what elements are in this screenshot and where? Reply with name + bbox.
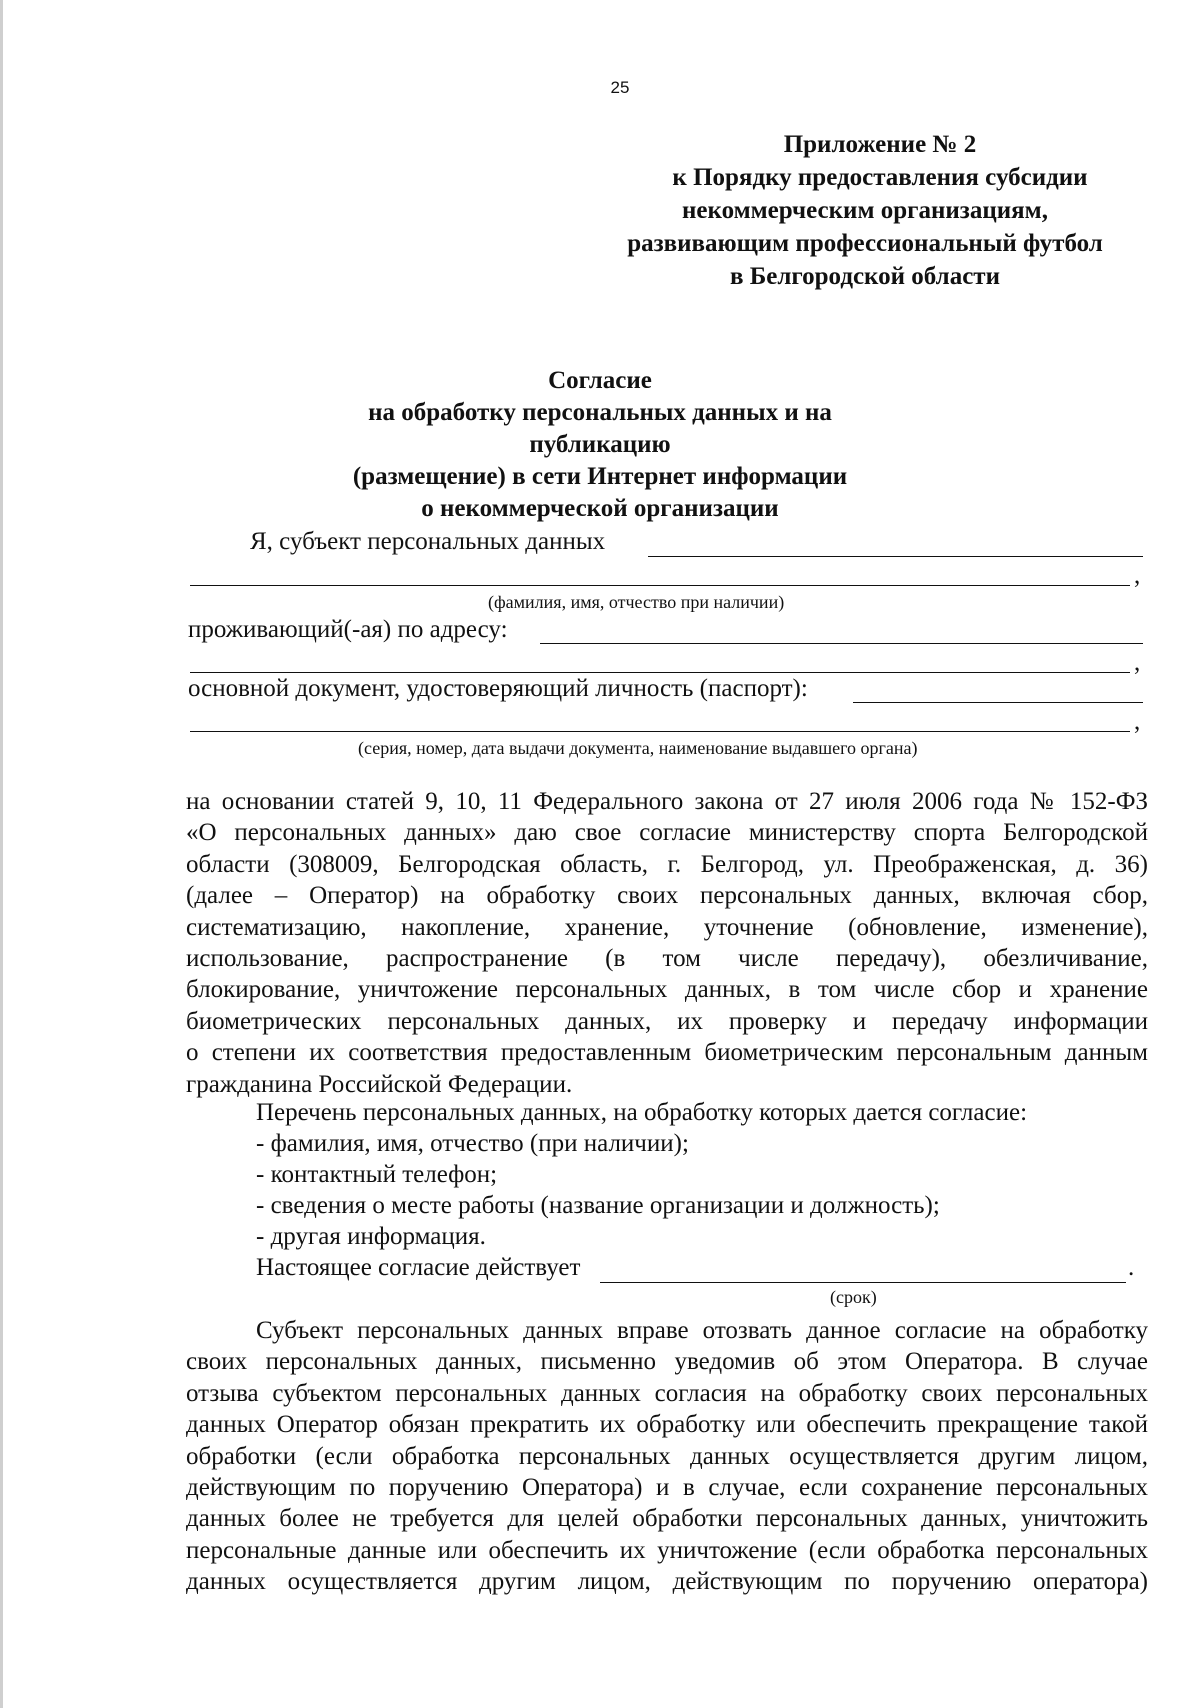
paragraph-line: области (308009, Белгородская область, г. Белгород, ул. Преображенская, д. 36)	[186, 850, 1148, 878]
paragraph-line: «О персональных данных» даю свое согласие министерству спорта Белгородской	[186, 819, 1148, 847]
validity-term-field[interactable]	[600, 1282, 1126, 1283]
list-item: - фамилия, имя, отчество (при наличии);	[256, 1130, 689, 1157]
address-label: проживающий(-ая) по адресу:	[188, 616, 508, 643]
subject-label: Я, субъект персональных данных	[250, 528, 606, 555]
document-field-continued[interactable]	[190, 731, 1130, 732]
paragraph-line: использование, распространение (в том числе передачу), обезличивание,	[186, 944, 1148, 972]
comma: ,	[1134, 708, 1141, 735]
subject-name-field-continued[interactable]	[190, 585, 1130, 586]
consent-paragraph	[186, 786, 1148, 1100]
paragraph-line: данных более не требуется для целей обработки персональных данных, уничтожить	[186, 1505, 1148, 1533]
document-label: основной документ, удостоверяющий личность (паспорт):	[188, 675, 808, 702]
address-field[interactable]	[540, 643, 1143, 644]
appendix-header	[560, 128, 1160, 293]
paragraph-line: на основании статей 9, 10, 11 Федерального закона от 27 июля 2006 года № 152-ФЗ	[186, 788, 1148, 815]
term-caption: (срок)	[830, 1287, 877, 1307]
appendix-line: Приложение № 2	[783, 131, 977, 158]
list-intro: Перечень персональных данных, на обработку которых дается согласие:	[256, 1099, 1028, 1126]
paragraph-line: о степени их соответствия предоставленным биометрическим персональным данным	[186, 1039, 1148, 1067]
appendix-line: в Белгородской области	[730, 263, 1000, 290]
address-field-continued[interactable]	[190, 672, 1130, 673]
withdrawal-paragraph	[186, 1315, 1148, 1598]
paragraph-line: своих персональных данных, письменно уведомив об этом Оператора. В случае	[186, 1348, 1148, 1376]
paragraph-line: Субъект персональных данных вправе отозвать данное согласие на обработку	[256, 1317, 1148, 1344]
title-line: о некоммерческой организации	[421, 495, 779, 522]
paragraph-line: систематизацию, накопление, хранение, уточнение (обновление, изменение),	[186, 913, 1148, 941]
period: .	[1128, 1254, 1135, 1281]
name-caption: (фамилия, имя, отчество при наличии)	[488, 592, 785, 612]
paragraph-line: гражданина Российской Федерации.	[186, 1070, 573, 1098]
subject-name-field[interactable]	[648, 556, 1143, 557]
document-field[interactable]	[853, 702, 1143, 703]
scan-edge	[0, 0, 3, 1708]
paragraph-line: биометрических персональных данных, их проверку и передачу информации	[186, 1007, 1148, 1035]
document-title	[300, 365, 900, 525]
paragraph-line: блокирование, уничтожение персональных данных, в том числе сбор и хранение	[186, 976, 1148, 1004]
appendix-line: некоммерческим организациям,	[682, 197, 1048, 224]
list-item: - другая информация.	[256, 1223, 486, 1250]
comma: ,	[1134, 649, 1141, 676]
paragraph-line: (далее – Оператор) на обработку своих персональных данных, включая сбор,	[186, 882, 1148, 910]
title-line: на обработку персональных данных и на публикацию	[368, 399, 832, 458]
page-number: 25	[610, 78, 630, 97]
paragraph-line: отзыва субъектом персональных данных согласия на обработку своих персональных	[186, 1379, 1148, 1407]
paragraph-line: данных Оператор обязан прекратить их обработку или обеспечить прекращение такой	[186, 1411, 1148, 1439]
list-item: - контактный телефон;	[256, 1161, 498, 1188]
appendix-line: к Порядку предоставления субсидии	[672, 164, 1088, 191]
document-caption: (серия, номер, дата выдачи документа, наименование выдавшего органа)	[358, 738, 918, 758]
list-item: - сведения о месте работы (название организации и должность);	[256, 1192, 940, 1219]
paragraph-line: персональные данные или обеспечить их уничтожение (если обработка персональных	[186, 1536, 1148, 1564]
appendix-line: развивающим профессиональный футбол	[627, 230, 1103, 257]
paragraph-line: данных осуществляется другим лицом, действующим по поручению оператора)	[186, 1568, 1148, 1596]
paragraph-line: действующим по поручению Оператора) и в случае, если сохранение персональных	[186, 1473, 1148, 1501]
validity-label: Настоящее согласие действует	[256, 1254, 581, 1281]
title-line: (размещение) в сети Интернет информации	[352, 463, 848, 490]
paragraph-line: обработки (если обработка персональных данных осуществляется другим лицом,	[186, 1442, 1148, 1470]
title-line: Согласие	[548, 367, 652, 394]
comma: ,	[1134, 562, 1141, 589]
